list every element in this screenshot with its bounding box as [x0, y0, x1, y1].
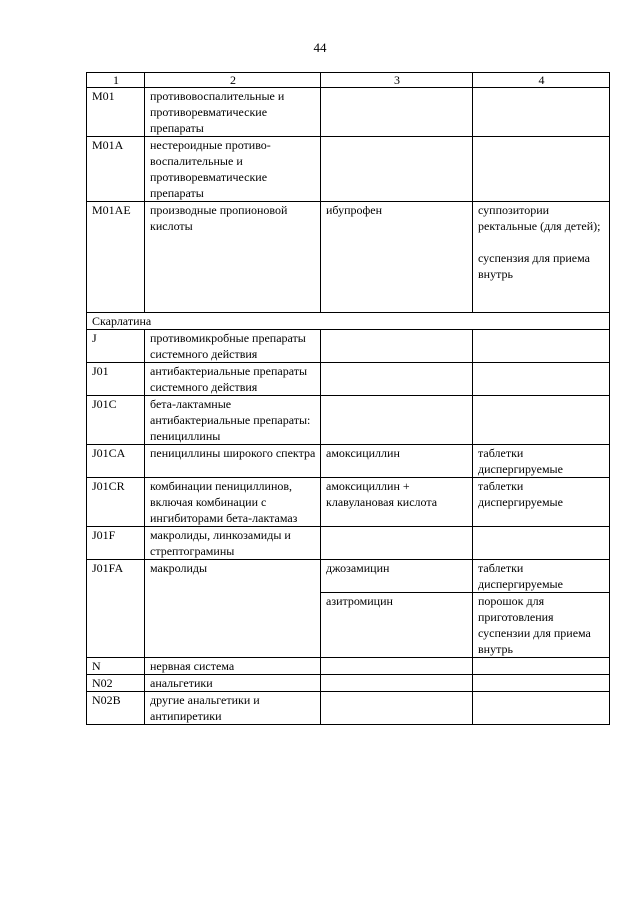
- dosage-form-cell: [473, 692, 610, 725]
- atc-code-cell: J01CR: [87, 478, 145, 527]
- dosage-form-cell: [473, 137, 610, 202]
- dosage-form-cell: суппозитории ректальные (для детей); суспензия для приема внутрь: [473, 202, 610, 313]
- drug-name-cell: [321, 88, 473, 137]
- dosage-form-cell: таблетки диспергируемые: [473, 560, 610, 593]
- atc-group-cell: пенициллины широкого спектра: [145, 445, 321, 478]
- drug-name-cell: джозамицин: [321, 560, 473, 593]
- column-header: 4: [473, 73, 610, 88]
- column-header: 3: [321, 73, 473, 88]
- atc-code-cell: J: [87, 330, 145, 363]
- table-row: [87, 202, 610, 313]
- drug-name-cell: [321, 137, 473, 202]
- table-row: [87, 692, 610, 725]
- atc-group-cell: макролиды, линкозамиды и стрептограмины: [145, 527, 321, 560]
- atc-code-cell: N02B: [87, 692, 145, 725]
- drug-name-cell: [321, 396, 473, 445]
- dosage-form-cell: таблетки диспергируемые: [473, 445, 610, 478]
- atc-group-cell: нервная система: [145, 658, 321, 675]
- atc-code-cell: J01C: [87, 396, 145, 445]
- table-row: [87, 88, 610, 137]
- atc-group-cell: анальгетики: [145, 675, 321, 692]
- atc-code-cell: J01CA: [87, 445, 145, 478]
- table-header-row: [87, 73, 610, 88]
- atc-code-cell: M01A: [87, 137, 145, 202]
- atc-group-cell: комбинации пенициллинов, включая комбинации с ингибиторами бета-лактамаз: [145, 478, 321, 527]
- column-header: 2: [145, 73, 321, 88]
- dosage-form-cell: [473, 330, 610, 363]
- table-row: [87, 560, 610, 593]
- table-row: [87, 675, 610, 692]
- atc-group-cell: противовоспалительные и противоревматические препараты: [145, 88, 321, 137]
- drug-name-cell: азитромицин: [321, 593, 473, 658]
- atc-group-cell: производные пропионовой кислоты: [145, 202, 321, 313]
- atc-group-cell: бета-лактамные антибактериальные препараты: пенициллины: [145, 396, 321, 445]
- dosage-form-cell: порошок для приготовления суспензии для приема внутрь: [473, 593, 610, 658]
- dosage-form-cell: [473, 658, 610, 675]
- table-row: [87, 478, 610, 527]
- dosage-form-cell: таблетки диспергируемые: [473, 478, 610, 527]
- atc-group-cell: другие анальгетики и антипиретики: [145, 692, 321, 725]
- atc-code-cell: N02: [87, 675, 145, 692]
- dosage-form-cell: [473, 396, 610, 445]
- atc-code-cell: J01: [87, 363, 145, 396]
- atc-code-cell: J01FA: [87, 560, 145, 658]
- table-row: [87, 658, 610, 675]
- column-header: 1: [87, 73, 145, 88]
- atc-group-cell: противомикробные препараты системного действия: [145, 330, 321, 363]
- atc-group-cell: нестероидные противо-воспалительные и противоревматические препараты: [145, 137, 321, 202]
- dosage-form-cell: [473, 363, 610, 396]
- drug-name-cell: [321, 363, 473, 396]
- drug-name-cell: [321, 658, 473, 675]
- atc-group-cell: антибактериальные препараты системного действия: [145, 363, 321, 396]
- drug-name-cell: ибупрофен: [321, 202, 473, 313]
- table-row: [87, 137, 610, 202]
- dosage-form-cell: [473, 527, 610, 560]
- table-row: [87, 445, 610, 478]
- section-heading: Скарлатина: [87, 313, 610, 330]
- drug-name-cell: [321, 692, 473, 725]
- drug-name-cell: амоксициллин + клавулановая кислота: [321, 478, 473, 527]
- table-row: [87, 396, 610, 445]
- drug-name-cell: [321, 675, 473, 692]
- atc-group-cell: макролиды: [145, 560, 321, 658]
- section-row: [87, 313, 610, 330]
- atc-code-cell: M01: [87, 88, 145, 137]
- atc-code-cell: N: [87, 658, 145, 675]
- atc-code-cell: J01F: [87, 527, 145, 560]
- table-row: [87, 330, 610, 363]
- drug-name-cell: амоксициллин: [321, 445, 473, 478]
- dosage-form-cell: [473, 675, 610, 692]
- dosage-form-cell: [473, 88, 610, 137]
- drug-name-cell: [321, 527, 473, 560]
- drug-classification-table: [86, 72, 610, 725]
- drug-name-cell: [321, 330, 473, 363]
- table-row: [87, 363, 610, 396]
- table-row: [87, 527, 610, 560]
- page-number: 44: [313, 40, 327, 55]
- atc-code-cell: M01AE: [87, 202, 145, 313]
